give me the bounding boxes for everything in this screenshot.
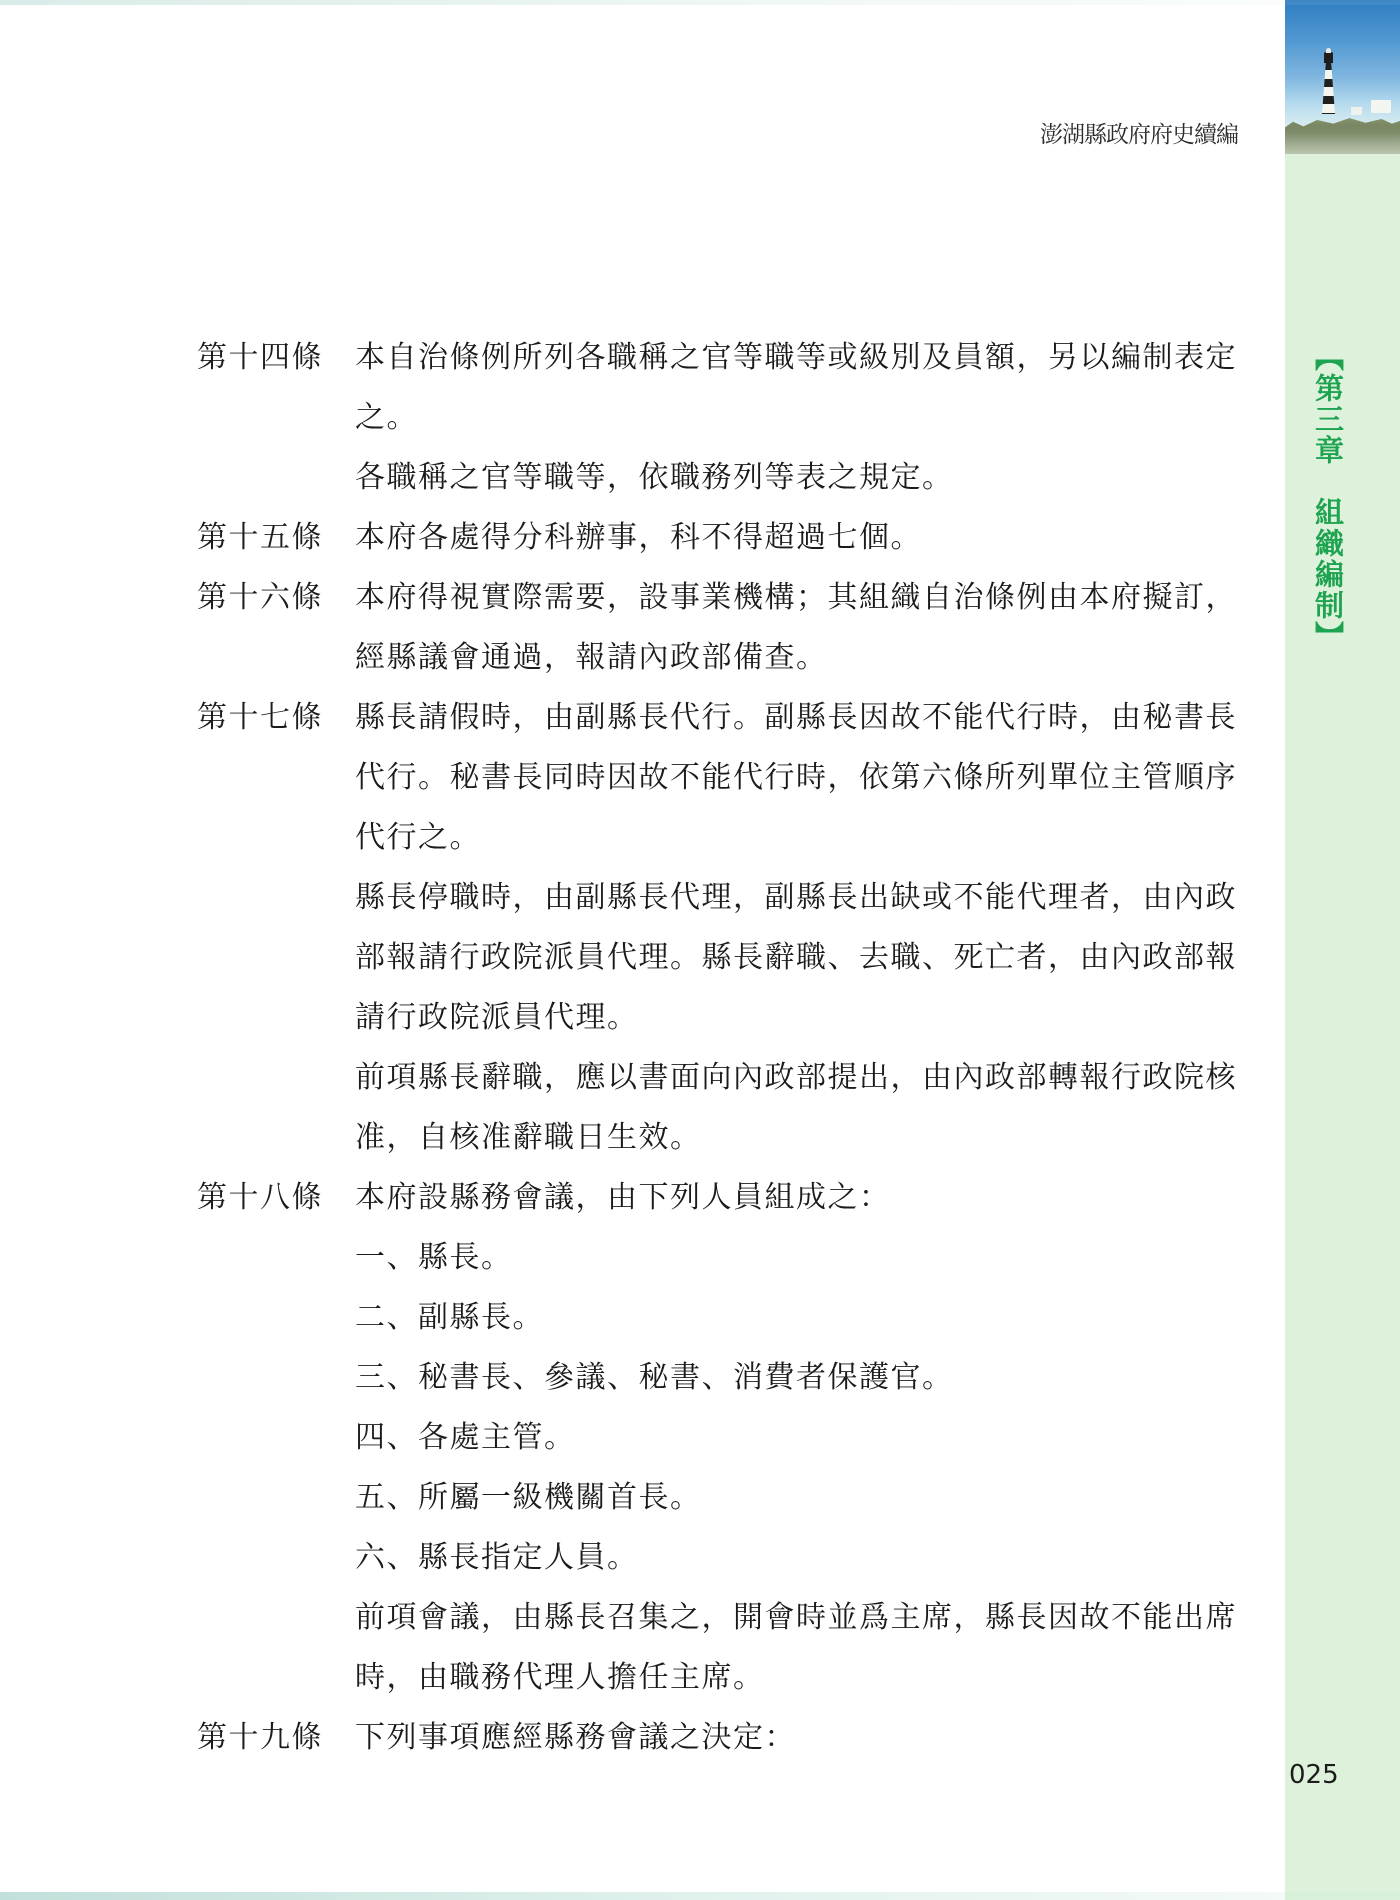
article-number-label: 第十八條 — [197, 1180, 323, 1215]
lighthouse-cap — [1326, 48, 1331, 53]
article-text-line: 時，由職務代理人擔任主席。 — [355, 1660, 765, 1695]
article-text-line: 三、秘書長、參議、秘書、消費者保護官。 — [355, 1360, 954, 1395]
article-text-line: 各職稱之官等職等，依職務列等表之規定。 — [355, 460, 954, 495]
article — [197, 568, 1255, 688]
article-text-line: 五、所屬一級機關首長。 — [355, 1480, 702, 1515]
lighthouse-lantern — [1324, 52, 1333, 63]
article — [197, 1708, 1255, 1768]
article-text-line: 本府設縣務會議，由下列人員組成之： — [355, 1180, 891, 1215]
outbuilding — [1351, 107, 1362, 115]
article-text-line: 本自治條例所列各職稱之官等職等或級別及員額，另以編制表定 — [355, 340, 1237, 375]
running-header: 澎湖縣政府府史續編 — [1040, 122, 1238, 148]
article-text-line: 下列事項應經縣務會議之決定： — [355, 1720, 796, 1755]
article-text-line: 准，自核准辭職日生效。 — [355, 1120, 702, 1155]
article-text-line: 縣長請假時，由副縣長代行。副縣長因故不能代行時，由秘書長 — [355, 700, 1237, 735]
bottom-gradient-band — [0, 1892, 1400, 1900]
article-number-label: 第十六條 — [197, 580, 323, 615]
lighthouse-photo — [1285, 0, 1400, 185]
article-text-line: 一、縣長。 — [355, 1240, 513, 1275]
article-text-line: 本府各處得分科辦事，科不得超過七個。 — [355, 520, 922, 555]
article-text-line: 代行之。 — [355, 820, 481, 855]
article-text-line: 六、縣長指定人員。 — [355, 1540, 639, 1575]
article-text-line: 經縣議會通過，報請內政部備查。 — [355, 640, 828, 675]
article-text-line: 前項縣長辭職，應以書面向內政部提出，由內政部轉報行政院核 — [355, 1060, 1237, 1095]
article — [197, 328, 1255, 508]
article-number-label: 第十五條 — [197, 520, 323, 555]
article-text-line: 部報請行政院派員代理。縣長辭職、去職、死亡者，由內政部報 — [355, 940, 1237, 975]
article-text-line: 縣長停職時，由副縣長代理，副縣長出缺或不能代理者，由內政 — [355, 880, 1237, 915]
chapter-sidebar — [1285, 0, 1400, 1900]
article — [197, 508, 1255, 568]
top-gradient-band — [0, 0, 1400, 5]
article-number-label: 第十四條 — [197, 340, 323, 375]
article-text-line: 四、各處主管。 — [355, 1420, 576, 1455]
article-text-line: 前項會議，由縣長召集之，開會時並爲主席，縣長因故不能出席 — [355, 1600, 1237, 1635]
article — [197, 1168, 1255, 1708]
photo-fade — [1285, 126, 1400, 185]
article-text-line: 本府得視實際需要，設事業機構；其組織自治條例由本府擬訂， — [355, 580, 1237, 615]
article-number-label: 第十九條 — [197, 1720, 323, 1755]
outbuilding — [1371, 100, 1391, 113]
article-text-line: 請行政院派員代理。 — [355, 1000, 639, 1035]
article-text-line: 二、副縣長。 — [355, 1300, 544, 1335]
article — [197, 688, 1255, 1168]
article-text-line: 代行。秘書長同時因故不能代行時，依第六條所列單位主管順序 — [355, 760, 1237, 795]
page-number: 025 — [1289, 1760, 1339, 1790]
sky-gradient — [1285, 0, 1400, 140]
article-text-block — [197, 328, 1255, 1768]
article-number-label: 第十七條 — [197, 700, 323, 735]
article-text-line: 之。 — [355, 400, 418, 435]
chapter-title-vertical: 【第三章 組織編制】 — [1311, 342, 1345, 652]
